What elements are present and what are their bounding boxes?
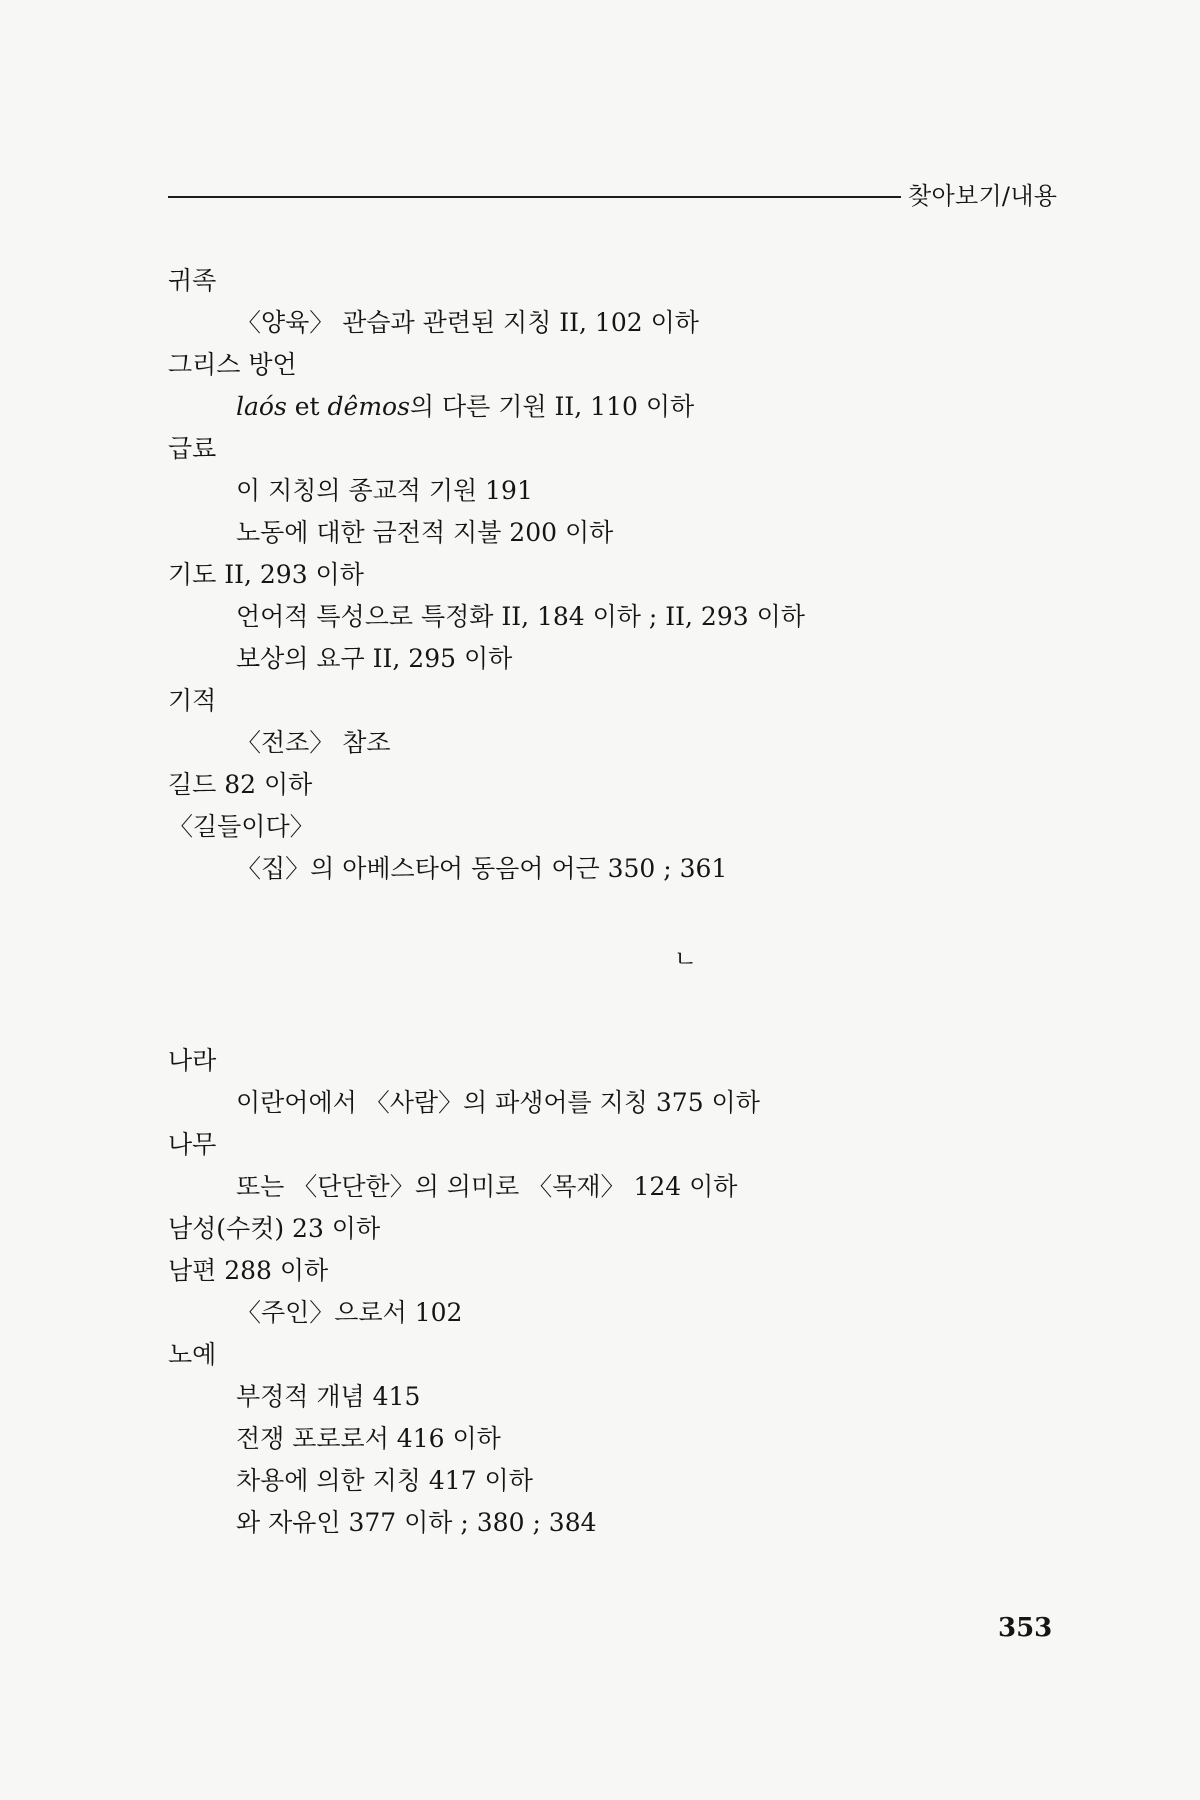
entry-subentry: 이란어에서 〈사람〉의 파생어를 지칭 375 이하 — [236, 1088, 760, 1117]
entry-term: 길드 82 이하 — [168, 770, 313, 799]
entry-term: 나라 — [168, 1046, 217, 1075]
entry-subentry: 보상의 요구 II, 295 이하 — [236, 644, 513, 673]
index-entry — [168, 260, 1098, 344]
greek-term-laos: laós — [236, 392, 287, 421]
subentry-connector: et — [286, 392, 328, 421]
entry-subentry: 〈집〉의 아베스타어 동음어 어근 350 ; 361 — [236, 854, 728, 883]
index-entry — [168, 344, 1098, 428]
entry-subentry: 언어적 특성으로 특정화 II, 184 이하 ; II, 293 이하 — [236, 602, 805, 631]
page-number: 353 — [998, 1613, 1053, 1643]
entry-term: 귀족 — [168, 266, 217, 295]
index-entry — [168, 1124, 1098, 1208]
header-rule — [168, 196, 901, 198]
entry-term: 기도 II, 293 이하 — [168, 560, 364, 589]
entry-subentry: 이 지칭의 종교적 기원 191 — [236, 476, 533, 505]
entry-term: 남성(수컷) 23 이하 — [168, 1214, 381, 1243]
entry-subentry: 〈전조〉 참조 — [236, 728, 391, 757]
index-entry — [168, 1208, 1098, 1250]
entry-subentry: 노동에 대한 금전적 지불 200 이하 — [236, 518, 614, 547]
index-entry — [168, 554, 1098, 680]
section-title: 찾아보기/내용 — [908, 182, 1058, 210]
entry-subentry-rich — [168, 386, 1098, 428]
index-entry — [168, 764, 1098, 806]
index-entry — [168, 1334, 1098, 1544]
entry-subentry: 〈주인〉으로서 102 — [236, 1298, 463, 1327]
entry-subentry: 〈양육〉 관습과 관련된 지칭 II, 102 이하 — [236, 308, 699, 337]
entry-term: 나무 — [168, 1130, 217, 1159]
index-entry — [168, 680, 1098, 764]
index-list — [168, 260, 1098, 1544]
entry-term: 남편 288 이하 — [168, 1256, 329, 1285]
entry-term: 기적 — [168, 686, 217, 715]
entry-subentry: 또는 〈단단한〉의 의미로 〈목재〉 124 이하 — [236, 1172, 738, 1201]
entry-subentry: 차용에 의한 지칭 417 이하 — [236, 1466, 533, 1495]
subentry-tail: 의 다른 기원 II, 110 이하 — [409, 392, 695, 421]
entry-term: 노예 — [168, 1340, 217, 1369]
entry-term: 그리스 방언 — [168, 350, 297, 379]
section-heading: ㄴ — [673, 945, 698, 973]
greek-term-demos: dêmos — [327, 392, 410, 421]
entry-term: 〈길들이다〉 — [168, 812, 315, 841]
index-entry — [168, 806, 1098, 890]
entry-subentry: 부정적 개념 415 — [236, 1382, 421, 1411]
entry-term: 급료 — [168, 434, 217, 463]
entry-subentry: 전쟁 포로로서 416 이하 — [236, 1424, 501, 1453]
index-entry — [168, 1040, 1098, 1124]
index-entry — [168, 428, 1098, 554]
entry-subentry: 와 자유인 377 이하 ; 380 ; 384 — [236, 1508, 597, 1537]
index-entry — [168, 1250, 1098, 1334]
